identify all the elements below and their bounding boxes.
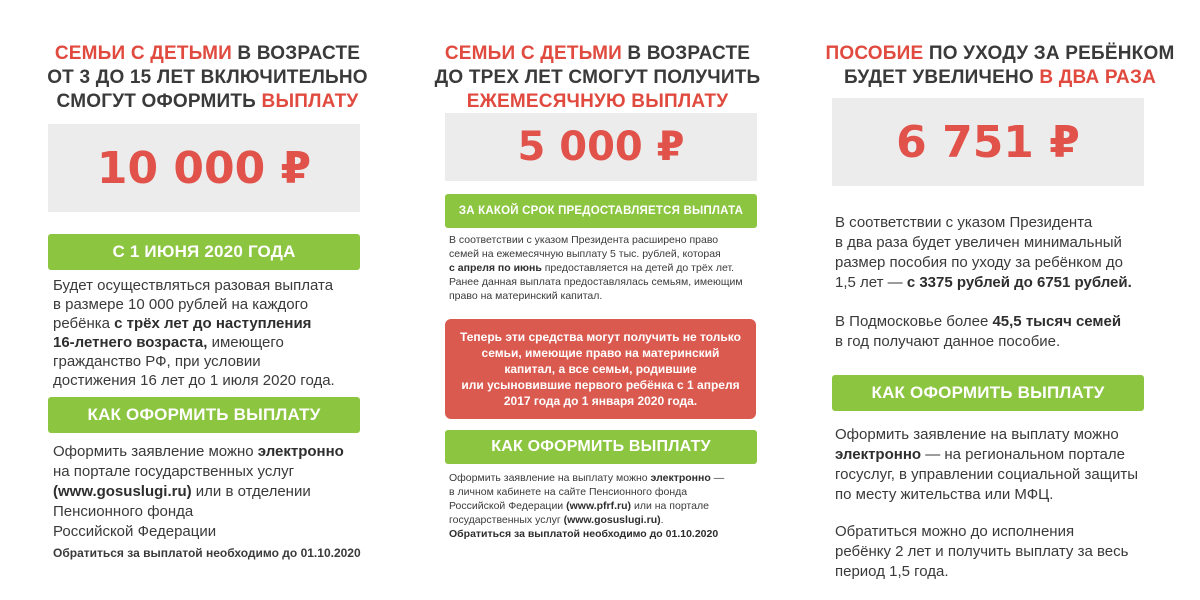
column-monthly-payment (400, 0, 800, 600)
how-to-apply-bar: КАК ОФОРМИТЬ ВЫПЛАТУ (832, 375, 1144, 411)
amount-10000: 10 000 ₽ (48, 124, 360, 212)
column-childcare-allowance (800, 0, 1200, 600)
region-stats: В Подмосковье более 45,5 тысяч семей в год получают данное пособие. (835, 313, 1122, 350)
column3-heading: ПОСОБИЕ ПО УХОДУ ЗА РЕБЁНКОМ БУДЕТ УВЕЛИЧЕНО В ДВА РАЗА (825, 43, 1175, 88)
application-deadline-text: Обратиться можно до исполнения ребёнку 2 лет и получить выплату за весь период 1,5 года. (835, 523, 1129, 580)
date-bar: С 1 ИЮНЯ 2020 ГОДА (48, 234, 360, 270)
amount-5000: 5 000 ₽ (445, 113, 757, 181)
deadline-note: Обратиться за выплатой необходимо до 01.10.2020 (53, 546, 361, 560)
allowance-description: В соответствии с указом Президента в два раза будет увеличен минимальный размер пособия по уходу за ребёнком до 1,5 лет — с 3375 рублей до 6751 рублей. (835, 214, 1132, 291)
column-one-time-payment (0, 0, 400, 600)
eligibility-callout: Теперь эти средства могут получить не только семьи, имеющие право на материнский капитал, а все семьи, родившие или усыновившие первого ребёнка с 1 апреля 2017 года до 1 января 2020 года. (445, 319, 756, 419)
how-to-apply-bar: КАК ОФОРМИТЬ ВЫПЛАТУ (445, 430, 757, 464)
heading-highlight: СЕМЬИ С ДЕТЬМИ (54, 43, 232, 64)
column1-heading: СЕМЬИ С ДЕТЬМИ В ВОЗРАСТЕ ОТ 3 ДО 15 ЛЕТ ВКЛЮЧИТЕЛЬНО СМОГУТ ОФОРМИТЬ ВЫПЛАТУ (47, 43, 368, 112)
how-to-apply-text: Оформить заявление на выплату можно электронно — в личном кабинете на сайте Пенсионного фонда Российской Федерации (www.pfrf.ru) или на портале государственных услуг (www.gosuslugi.ru). Обратиться за выплатой необходимо до 01.10.2020 (449, 472, 725, 540)
amount-6751: 6 751 ₽ (832, 98, 1144, 186)
how-to-apply-text: Оформить заявление на выплату можно электронно — на региональном портале госуслуг, в управлении социальной защиты по месту жительства или МФЦ. (835, 426, 1139, 503)
term-text: В соответствии с указом Президента расширено право семей на ежемесячную выплату 5 тыс. рублей, которая с апреля по июнь предоставляется на детей до трёх лет. Ранее данная выплата предоставлялась семьям, имеющим право на материнский капитал. (449, 234, 743, 302)
how-to-apply-bar: КАК ОФОРМИТЬ ВЫПЛАТУ (48, 397, 360, 433)
how-to-apply-text: Оформить заявление можно электронно на портале государственных услуг (www.gosuslugi.ru) или в отделении Пенсионного фонда Российской Федерации (53, 443, 344, 540)
payment-description: Будет осуществляться разовая выплата в размере 10 000 рублей на каждого ребёнка с трёх лет до наступления 16-летнего возраста, имеющего гражданство РФ, при условии достижения 16 лет до 1 июля 2020 года. (53, 277, 335, 389)
deadline-note: Обратиться за выплатой необходимо до 01.10.2020 (449, 528, 719, 540)
column2-heading: СЕМЬИ С ДЕТЬМИ В ВОЗРАСТЕ ДО ТРЕХ ЛЕТ СМОГУТ ПОЛУЧИТЬ ЕЖЕМЕСЯЧНУЮ ВЫПЛАТУ (434, 43, 761, 112)
term-bar: ЗА КАКОЙ СРОК ПРЕДОСТАВЛЯЕТСЯ ВЫПЛАТА (445, 194, 757, 228)
